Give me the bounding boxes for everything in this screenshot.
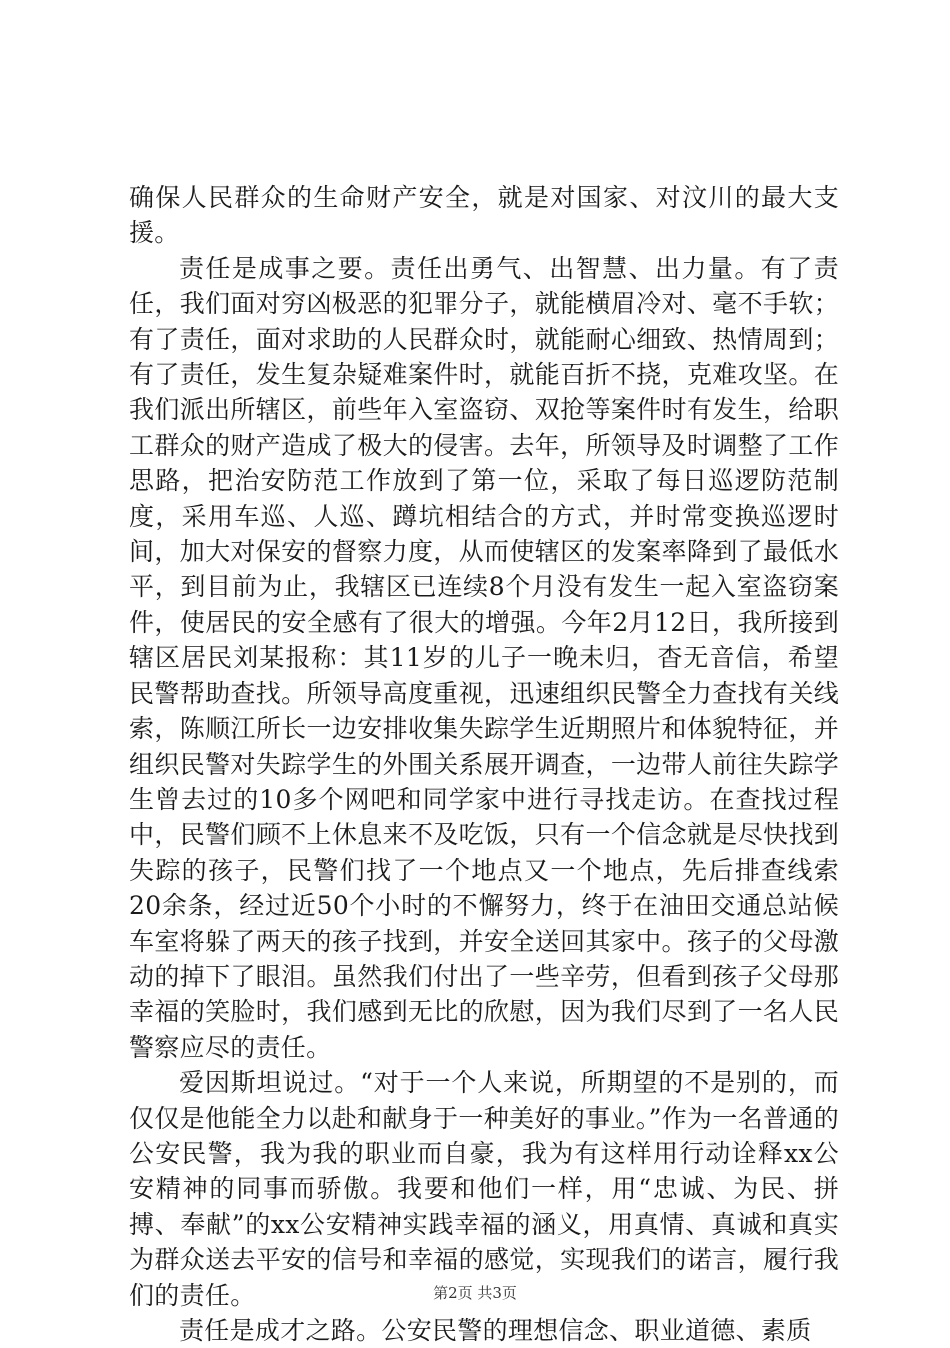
paragraph-4: 责任是成才之路。公安民警的理想信念、职业道德、素质 bbox=[179, 1316, 812, 1345]
paragraph-2: 责任是成事之要。责任出勇气、出智慧、出力量。有了责任，我们面对穷凶极恶的犯罪分子，就能横眉冷对、毫不手软；有了责任，面对求助的人民群众时，就能耐心细致、热情周到；有了责任，发生复杂疑难案件时，就能百折不挠，克难攻坚。在我们派出所辖区，前些年入室盗窃、双抢等案件时有发生，给职工群众的财产造成了极大的侵害。去年，所领导及时调整了工作思路，把治安防范工作放到了第一位，采取了每日巡逻防范制度，采用车巡、人巡、蹲坑相结合的方式，并时常变换巡逻时间，加大对保安的督察力度，从而使辖区的发案率降到了最低水平，到目前为止，我辖区已连续8个月没有发生一起入室盗窃案件，使居民的安全感有了很大的增强。今年2月12日，我所接到辖区居民刘某报称：其11岁的儿子一晚未归，杳无音信，希望民警帮助查找。所领导高度重视，迅速组织民警全力查找有关线索，陈顺江所长一边安排收集失踪学生近期照片和体貌特征，并组织民警对失踪学生的外围关系展开调查，一边带人前往失踪学生曾去过的10多个网吧和同学家中进行寻找走访。在查找过程中，民警们顾不上休息来不及吃饭，只有一个信念就是尽快找到失踪的孩子，民警们找了一个地点又一个地点，先后排查线索20余条，经过近50个小时的不懈努力，终于在油田交通总站候车室将躲了两天的孩子找到，并安全送回其家中。孩子的父母激动的掉下了眼泪。虽然我们付出了一些辛劳，但看到孩子父母那幸福的笑脸时，我们感到无比的欣慰，因为我们尽到了一名人民警察应尽的责任。 bbox=[129, 253, 839, 1062]
page-footer: 第2页 共3页 bbox=[433, 1284, 517, 1302]
paragraph-3: 爱因斯坦说过。“对于一个人来说，所期望的不是别的，而仅仅是他能全力以赴和献身于一种美好的事业。”作为一名普通的公安民警，我为我的职业而自豪，我为有这样用行动诠释xx公安精神的同事而骄傲。我要和他们一样，用“忠诚、为民、拼搏、奉献”的xx公安精神实践幸福的涵义，用真情、真诚和真实为群众送去平安的信号和幸福的感觉，实现我们的诺言，履行我们的责任。 bbox=[129, 1068, 839, 1310]
document-body bbox=[129, 180, 839, 1348]
paragraph-1: 确保人民群众的生命财产安全，就是对国家、对汶川的最大支援。 bbox=[129, 183, 839, 248]
